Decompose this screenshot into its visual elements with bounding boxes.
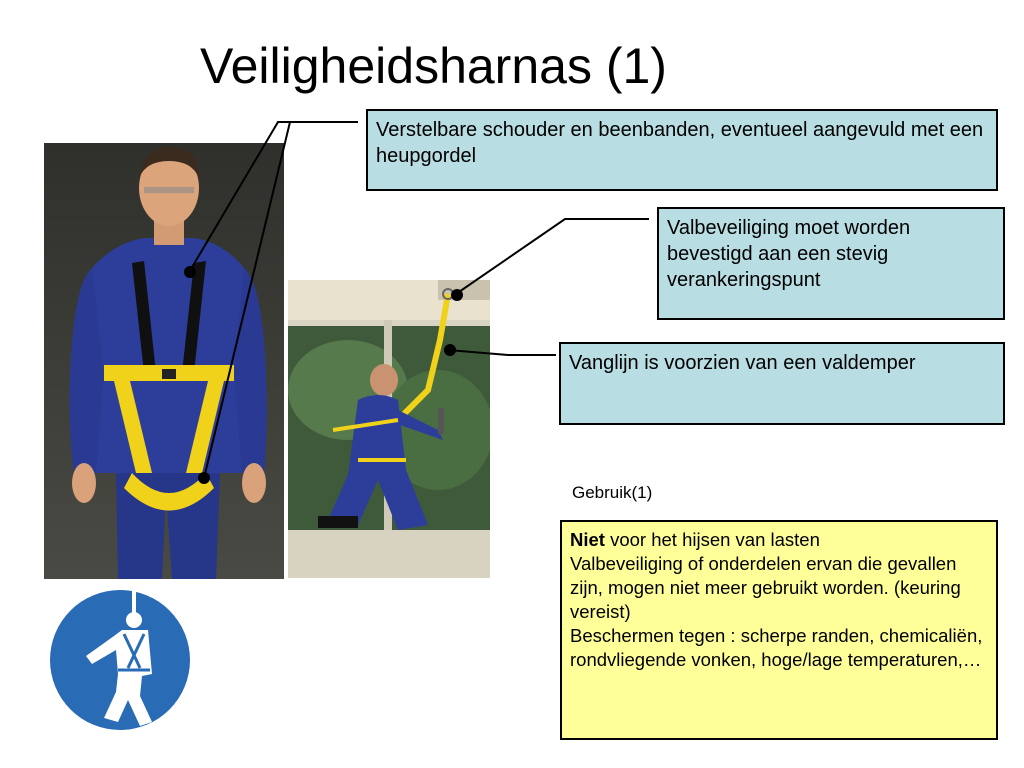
callout-lanyard-text: Vanglijn is voorzien van een valdemper — [569, 352, 916, 374]
callout-anchor — [657, 207, 1005, 320]
usage-line-1 — [570, 528, 988, 552]
slide-title: Veiligheidsharnas (1) — [200, 38, 667, 94]
usage-line-1-bold: Niet — [570, 529, 605, 550]
usage-line-2: Valbeveiliging of onderdelen ervan die gevallen zijn, mogen niet meer gebruikt worden. (keuring vereist) — [570, 553, 961, 622]
harness-worker-photo — [44, 143, 284, 579]
usage-line-1-rest: voor het hijsen van lasten — [604, 529, 820, 550]
usage-heading: Gebruik(1) — [572, 483, 653, 502]
mandatory-harness-sign-icon — [44, 584, 196, 741]
callout-anchor-text: Valbeveiliging moet worden bevestigd aan een stevig verankeringspunt — [667, 217, 911, 291]
callout-straps — [366, 109, 998, 191]
callout-straps-text: Verstelbare schouder en beenbanden, eventueel aangevuld met een heupgordel — [376, 119, 984, 167]
usage-box — [560, 520, 998, 740]
callout-lanyard — [559, 342, 1005, 425]
usage-line-3: Beschermen tegen : scherpe randen, chemicaliën, rondvliegende vonken, hoge/lage temperaturen,… — [570, 625, 983, 670]
lanyard-worker-photo — [288, 280, 490, 578]
